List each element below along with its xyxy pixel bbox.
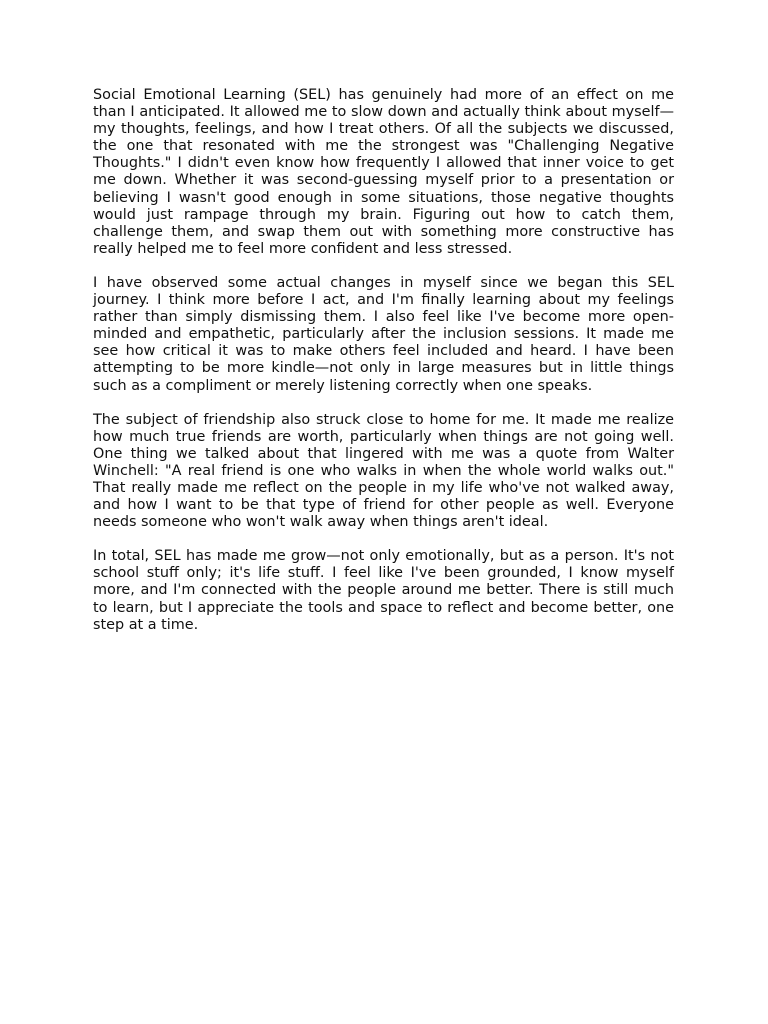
paragraph-4: In total, SEL has made me grow—not only emotionally, but as a person. It's not school stuff only; it's life stuff. I feel like I've been grounded, I know myself more, and I'm connected with the people around me better. There is still much to learn, but I appreciate the tools and space to reflect and become better, one step at a time. bbox=[93, 548, 674, 633]
document-body bbox=[93, 87, 674, 651]
paragraph-3: The subject of friendship also struck close to home for me. It made me realize how much true friends are worth, particularly when things are not going well. One thing we talked about that lingered with me was a quote from Walter Winchell: "A real friend is one who walks in when the whole world walks out." That really made me reflect on the people in my life who've not walked away, and how I want to be that type of friend for other people as well. Everyone needs someone who won't walk away when things aren't ideal. bbox=[93, 411, 674, 531]
paragraph-1: Social Emotional Learning (SEL) has genuinely had more of an effect on me than I anticipated. It allowed me to slow down and actually think about myself—my thoughts, feelings, and how I treat others. Of all the subjects we discussed, the one that resonated with me the strongest was "Challenging Negative Thoughts." I didn't even know how frequently I allowed that inner voice to get me down. Whether it was second-guessing myself prior to a presentation or believing I wasn't good enough in some situations, those negative thoughts would just rampage through my brain. Figuring out how to catch them, challenge them, and swap them out with something more constructive has really helped me to feel more confident and less stressed. bbox=[93, 87, 674, 257]
paragraph-2: I have observed some actual changes in myself since we began this SEL journey. I think more before I act, and I'm finally learning about my feelings rather than simply dismissing them. I also feel like I've become more open-minded and empathetic, particularly after the inclusion sessions. It made me see how critical it was to make others feel included and heard. I have been attempting to be more kindle—not only in large measures but in little things such as a compliment or merely listening correctly when one speaks. bbox=[93, 274, 674, 394]
